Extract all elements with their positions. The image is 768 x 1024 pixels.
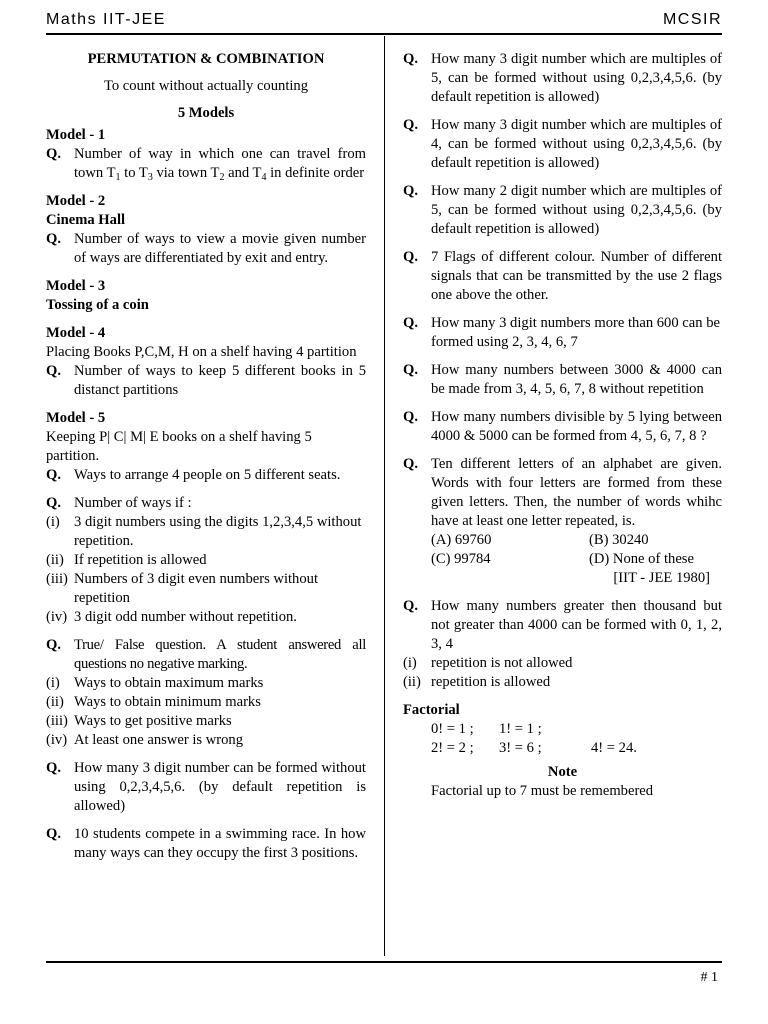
question-multiples-of-5 [403,50,722,107]
document-subtitle: To count without actually counting [103,78,309,94]
footer-rule [46,961,722,963]
model-4-heading: Model - 4 [46,325,106,341]
question-label: Q. [403,409,418,425]
model-4-text: Placing Books P,C,M, H on a shelf having 4 partition [46,344,357,360]
list-item: (i) Ways to obtain maximum marks [46,675,264,691]
question-label: Q. [46,760,61,776]
question-swimming-race [46,825,366,863]
question-label: Q. [46,637,61,653]
list-item: (ii) If repetition is allowed [46,552,207,568]
option-d: (D) None of these [589,551,694,567]
question-true-false [46,636,366,674]
question-text: Ways to arrange 4 people on 5 different seats. [74,467,341,483]
question-text: True/ False question. A student answered all questions no negative marking. [74,637,366,672]
factorial-line-1: 0! = 1 ; 1! = 1 ; [431,721,542,737]
question-3-digit-number [46,759,366,816]
factorial-line-2: 2! = 2 ; 3! = 6 ; 4! = 24. [431,740,637,756]
question-text: How many 2 digit number which are multiples of 5, can be formed without using 0,2,3,4,5,6. (by default repetition is allowed) [431,183,722,237]
question-model-2 [46,230,366,268]
question-greater-than-thousand [403,597,722,654]
answer-options [403,531,722,569]
question-3000-4000 [403,361,722,399]
model-2-subheading: Cinema Hall [46,212,126,228]
question-model-1 [46,145,366,183]
question-text: 7 Flags of different colour. Number of different signals that can be transmitted by the use 2 flags one above the other. [431,249,722,303]
column-divider [384,36,385,956]
model-3-heading: Model - 3 [46,278,106,294]
question-model-5 [46,466,366,485]
question-label: Q. [46,467,61,483]
model-1-heading: Model - 1 [46,127,106,143]
list-item: (iv) At least one answer is wrong [46,732,244,748]
page-header [46,8,722,32]
list-item: (i) 3 digit numbers using the digits 1,2,3,4,5 without repetition. [46,514,362,549]
model-5-heading: Model - 5 [46,410,106,426]
question-label: Q. [403,362,418,378]
question-text: Number of ways if : [74,495,192,511]
list-item: (iii) Ways to get positive marks [46,713,232,729]
option-c: (C) 99784 [431,551,491,567]
list-item: (iii) Numbers of 3 digit even numbers without repetition [46,571,319,606]
question-number-of-ways [46,494,366,513]
question-text: How many numbers divisible by 5 lying between 4000 & 5000 can be formed from 4, 5, 6, 7, 8 ? [431,409,722,444]
list-item: (ii) repetition is allowed [403,674,551,690]
option-a: (A) 69760 [431,532,492,548]
question-flags [403,248,722,305]
note-heading: Note [547,764,578,780]
question-text: How many numbers greater then thousand but not greater than 4000 can be formed with 0, 1, 2, 3, 4 [431,598,722,652]
list-item: (iv) 3 digit odd number without repetition. [46,609,297,625]
right-column [403,50,722,801]
question-text: Number of ways to keep 5 different books in 5 distanct partitions [74,363,366,398]
model-5-text: Keeping P| C| M| E books on a shelf having 5 partition. [46,429,312,464]
list-item: (ii) Ways to obtain minimum marks [46,694,261,710]
question-text: How many 3 digit number can be formed without using 0,2,3,4,5,6. (by default repetition is allowed) [74,760,366,814]
question-text: How many 3 digit number which are multiples of 5, can be formed without using 0,2,3,4,5,6. (by default repetition is allowed) [431,51,722,105]
question-label: Q. [403,117,418,133]
left-column [46,50,366,863]
question-text: How many numbers between 3000 & 4000 can be made from 3, 4, 5, 6, 7, 8 without repetition [431,362,722,397]
question-more-than-600 [403,314,722,352]
question-text: How many 3 digit number which are multiples of 4, can be formed without using 0,2,3,4,5,6. (by default repetition is allowed) [431,117,722,171]
question-model-4 [46,362,366,400]
header-rule [46,33,722,35]
question-2-digit-multiples [403,182,722,239]
model-2-heading: Model - 2 [46,193,106,209]
option-b: (B) 30240 [589,532,649,548]
header-subject: Maths IIT-JEE [46,11,166,28]
question-label: Q. [403,315,418,331]
page-number: # 1 [700,970,718,985]
question-label: Q. [46,826,61,842]
question-ten-letters [403,455,722,531]
list-item: (i) repetition is not allowed [403,655,573,671]
question-text: Number of way in which one can travel from town $T_1$ to $T_3$ via town $T_2$ and $T_4$ in definite order [74,146,366,183]
question-label: Q. [403,51,418,67]
question-text: 10 students compete in a swimming race. In how many ways can they occupy the first 3 positions. [74,826,366,861]
factorial-heading: Factorial [403,702,460,718]
question-source: [IIT - JEE 1980] [613,570,710,586]
question-label: Q. [46,495,61,511]
note-text: Factorial up to 7 must be remembered [431,783,654,799]
question-label: Q. [46,146,61,162]
document-title: PERMUTATION & COMBINATION [87,51,325,67]
question-label: Q. [46,363,61,379]
question-label: Q. [403,183,418,199]
question-multiples-of-4 [403,116,722,173]
models-heading: 5 Models [177,105,235,121]
question-label: Q. [403,598,418,614]
question-text: Ten different letters of an alphabet are given. Words with four letters are formed from these given letters. Then, the number of words whihc have at least one letter repeated, is. [431,456,722,529]
question-label: Q. [403,249,418,265]
question-label: Q. [46,231,61,247]
question-label: Q. [403,456,418,472]
header-institute: MCSIR [662,11,722,28]
question-divisible-by-5 [403,408,722,446]
question-text: How many 3 digit numbers more than 600 can be formed using 2, 3, 4, 6, 7 [431,315,720,350]
question-text: Number of ways to view a movie given number of ways are differentiated by exit and entry. [74,231,366,266]
model-3-subheading: Tossing of a coin [46,297,149,313]
